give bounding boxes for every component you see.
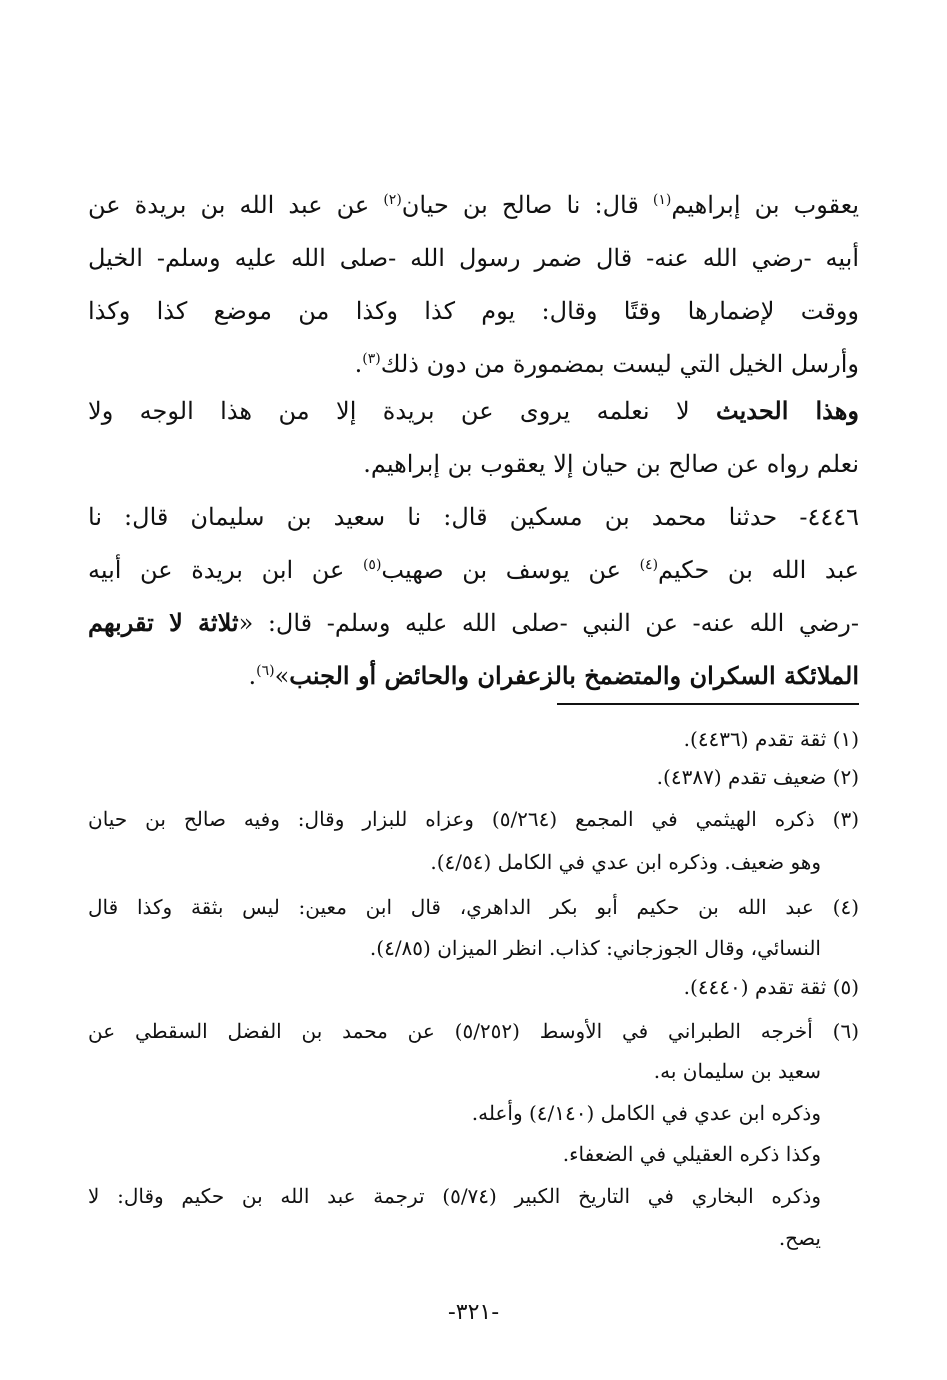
text-line-10 — [88, 649, 859, 703]
footnote-ref: (٣) — [362, 351, 381, 367]
footnote-1: (١) ثقة تقدم (٤٤٣٦). — [683, 727, 859, 751]
footnote-6-line: وكذا ذكره العقيلي في الضعفاء. — [562, 1142, 821, 1166]
footnote-divider — [557, 703, 859, 705]
text-segment: عن يوسف بن صهيب — [381, 556, 640, 584]
text-line-9 — [88, 596, 859, 650]
footnote-6-line: يصح. — [778, 1226, 821, 1250]
text-segment: عبد الله بن حكيم — [658, 556, 859, 584]
text-line-8 — [88, 543, 859, 597]
hadith-text-bold: ثلاثة لا تقربهم — [88, 608, 239, 637]
text-line-1 — [88, 178, 859, 232]
text-line-3: ووقت لإضمارها وقتًا وقال: يوم كذا وكذا من موضع كذا وكذا — [88, 297, 859, 325]
text-segment: . — [354, 350, 363, 378]
footnote-5: (٥) ثقة تقدم (٤٤٤٠). — [683, 975, 859, 999]
text-segment: وأرسل الخيل التي ليست بمضمورة من دون ذلك — [380, 350, 859, 378]
footnote-ref: (٢) — [383, 192, 402, 208]
text-segment: » — [274, 662, 290, 690]
text-segment: . — [248, 662, 257, 690]
text-segment: لا نعلمه يروى عن بريدة إلا من هذا الوجه ولا — [88, 397, 717, 425]
text-segment: -رضي الله عنه- عن النبي -صلى الله عليه وسلم- قال: « — [238, 609, 859, 637]
footnote-4: (٤) عبد الله بن حكيم أبو بكر الداهري، قال ابن معين: ليس بثقة وكذا قال — [88, 895, 859, 919]
footnote-2: (٢) ضعيف تقدم (٤٣٨٧). — [656, 765, 859, 789]
footnote-ref: (٤) — [639, 557, 659, 573]
text-line-4 — [88, 337, 859, 391]
footnote-6: (٦) أخرجه الطبراني في الأوسط (٥/٢٥٢) عن محمد بن الفضل السقطي عن — [88, 1019, 859, 1043]
footnote-3: (٣) ذكره الهيثمي في المجمع (٥/٢٦٤) وعزاه للبزار وقال: وفيه صالح بن حيان — [88, 807, 859, 831]
bold-phrase: وهذا الحديث — [716, 396, 859, 425]
text-segment: عن عبد الله بن بريدة عن — [88, 191, 384, 219]
text-segment: يعقوب بن إبراهيم — [671, 191, 859, 219]
text-line-5 — [88, 384, 859, 438]
hadith-number-line: ٤٤٤٦- حدثنا محمد بن مسكين قال: نا سعيد بن سليمان قال: نا — [88, 503, 859, 531]
hadith-text-bold: الملائكة السكران والمتضمخ بالزعفران والحائض أو الجنب — [289, 661, 859, 690]
footnote-6-line: وذكره ابن عدي في الكامل (٤/١٤٠) وأعله. — [471, 1101, 821, 1125]
footnote-4-cont: النسائي، وقال الجوزجاني: كذاب. انظر الميزان (٤/٨٥). — [369, 936, 821, 960]
footnote-6-cont: سعيد بن سليمان به. — [653, 1059, 821, 1083]
page-number: -٣٢١- — [447, 1300, 500, 1325]
text-line-6: نعلم رواه عن صالح بن حيان إلا يعقوب بن إبراهيم. — [363, 450, 859, 478]
footnote-3-cont: وهو ضعيف. وذكره ابن عدي في الكامل (٤/٥٤). — [430, 850, 821, 874]
footnote-ref: (٥) — [362, 557, 382, 573]
text-segment: عن ابن بريدة عن أبيه — [88, 556, 363, 584]
footnote-ref: (١) — [652, 192, 672, 208]
footnote-6-line: وذكره البخاري في التاريخ الكبير (٥/٧٤) ترجمة عبد الله بن حكيم وقال: لا — [88, 1184, 821, 1208]
text-segment: قال: نا صالح بن حيان — [401, 191, 653, 219]
footnote-ref: (٦) — [256, 663, 275, 679]
text-line-2: أبيه -رضي الله عنه- قال ضمر رسول الله -صلى الله عليه وسلم- الخيل — [88, 244, 859, 272]
